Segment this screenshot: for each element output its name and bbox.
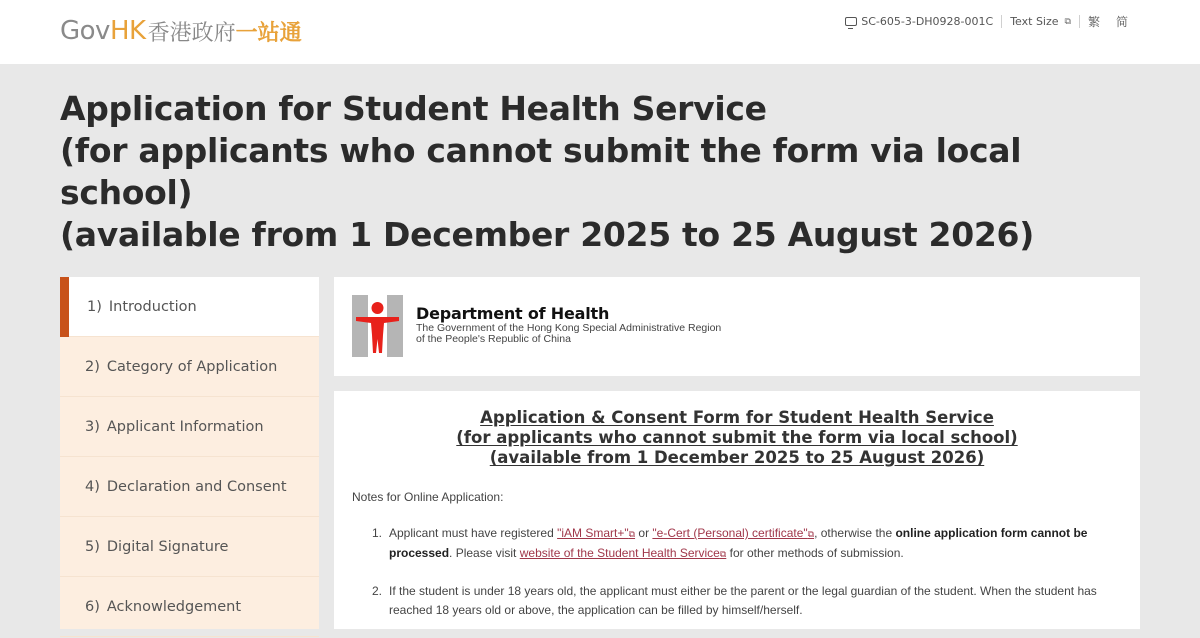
student-health-service-website-link[interactable] [520,546,727,560]
top-header [0,0,1200,64]
monitor-icon [845,17,857,26]
step-applicant-information[interactable] [60,397,319,457]
department-of-health-logo-icon [352,295,403,357]
step-number: 3) [85,418,100,435]
notes-label: Notes for Online Application: [352,490,504,504]
step-label: Declaration and Consent [106,478,287,495]
step-label: Category of Application [106,358,278,375]
note-text: for other methods of submission. [726,546,904,560]
header-links [837,13,1136,30]
note-bold-text: online application form cannot be processed [389,526,1088,560]
department-info [416,304,721,345]
step-label: Digital Signature [106,538,229,555]
department-banner [334,277,1140,376]
department-subtitle-line: of the People's Republic of China [416,333,571,345]
iam-smart-link[interactable] [557,526,635,540]
form-heading-line: (available from 1 December 2025 to 25 August 2026) [489,448,985,467]
e-cert-link[interactable] [652,526,814,540]
step-label: Applicant Information [106,418,264,435]
note-text: . Please visit [449,546,520,560]
note-text: or [635,526,653,540]
step-introduction[interactable] [60,277,319,337]
link-text: website of the Student Health Service [519,546,720,560]
lang-traditional-button[interactable]: 繁 [1087,15,1100,29]
note-item [372,524,1102,564]
form-code [837,15,1001,28]
note-item [372,582,1102,620]
notes-list [372,524,1102,638]
form-intro-card [334,391,1140,629]
form-heading [334,408,1140,468]
text-size-label: Text Size [1010,15,1059,28]
step-category-of-application[interactable] [60,337,319,397]
form-heading-line: (for applicants who cannot submit the form via local school) [456,428,1018,447]
external-link-icon: ⧉ [719,549,727,559]
step-digital-signature[interactable] [60,517,319,577]
text-size-link[interactable] [1002,15,1079,28]
form-heading-line: Application & Consent Form for Student Health Service [480,408,994,427]
external-link-icon: ⧉ [628,529,636,539]
link-text: "e-Cert (Personal) certificate" [652,526,808,540]
note-number: 1. [372,526,383,540]
logo-zh-orange: 一站通 [235,20,302,46]
govhk-logo[interactable] [60,14,302,48]
link-text: "iAM Smart+" [557,526,629,540]
lang-simplified-button[interactable]: 简 [1115,15,1128,29]
step-label: Introduction [108,298,197,315]
page-title-line: Application for Student Health Service [60,89,767,128]
step-navigation [60,277,319,629]
page-title [60,88,1160,256]
page-title-line: (for applicants who cannot submit the form via local [60,131,1022,170]
form-code-text: SC-605-3-DH0928-001C [861,15,994,28]
step-number: 4) [85,478,100,495]
note-text: , otherwise the [814,526,896,540]
step-label: Acknowledgement [106,598,242,615]
note-text: If the student is under 18 years old, the applicant must either be the parent or the legal guardian of the student. When the student has reached 18 years old or above, the application can be filled by himself/herself. [389,584,1097,617]
step-number: 5) [85,538,100,555]
note-number: 2. [372,584,383,598]
step-number: 2) [85,358,100,375]
logo-zh-gray: 香港政府 [147,20,236,46]
logo-hk-text: HK [109,16,146,46]
step-declaration-and-consent[interactable] [60,457,319,517]
step-number: 1) [87,298,102,315]
page-title-line: (available from 1 December 2025 to 25 August 2026) [60,215,1034,254]
department-subtitle-line: The Government of the Hong Kong Special Administrative Region [416,322,722,334]
step-number: 6) [85,598,100,615]
note-text: Applicant must have registered [389,526,558,540]
page-title-line: school) [60,173,193,212]
department-name: Department of Health [416,304,610,323]
step-acknowledgement[interactable] [60,577,319,637]
logo-gov-text: Gov [60,16,110,46]
external-link-icon: ⧉ [1064,16,1071,27]
external-link-icon: ⧉ [807,529,815,539]
